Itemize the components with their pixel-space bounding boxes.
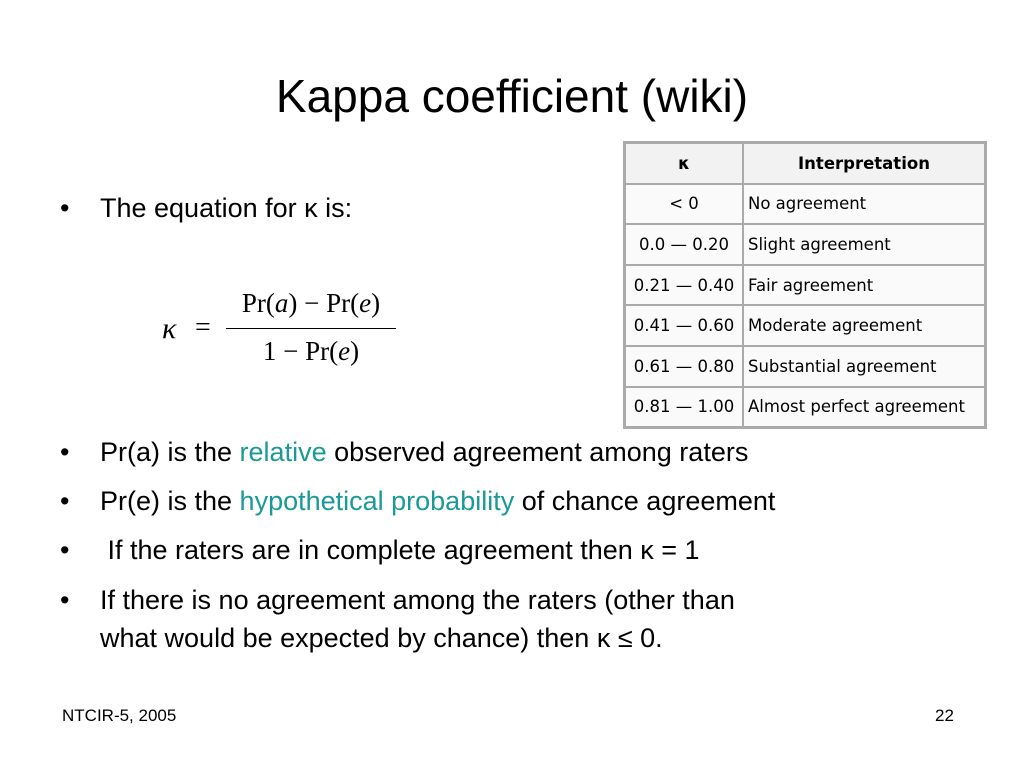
kappa-range-cell: 0.0 — 0.20: [625, 224, 743, 265]
bullet-marker: •: [60, 585, 70, 615]
footer-source: NTCIR-5, 2005: [62, 706, 177, 725]
bullet-text-line2: what would be expected by chance) then κ ≤ 0.: [100, 623, 663, 653]
equation-denominator: 1 − Pr(e): [262, 336, 360, 366]
kappa-interpretation-table: [623, 141, 987, 429]
table-row: [625, 184, 985, 225]
fraction-bar: [226, 328, 396, 329]
bullet-marker: •: [60, 535, 70, 565]
table-row: [625, 305, 985, 346]
equation-numerator: Pr(a) − Pr(e): [241, 288, 381, 318]
equation-kappa: κ: [162, 312, 177, 345]
kappa-range-cell: 0.21 — 0.40: [625, 265, 743, 306]
equation-equals: =: [195, 312, 211, 343]
header-interpretation: Interpretation: [743, 143, 985, 184]
table-row: [625, 387, 985, 428]
kappa-range-cell: 0.81 — 1.00: [625, 387, 743, 428]
interpretation-cell: Almost perfect agreement: [743, 387, 985, 428]
link-hypothetical-probability[interactable]: hypothetical probability: [239, 486, 515, 516]
kappa-range-cell: 0.41 — 0.60: [625, 305, 743, 346]
table-row: [625, 224, 985, 265]
table-row: [625, 265, 985, 306]
bullet-marker: •: [60, 437, 70, 467]
interpretation-cell: Fair agreement: [743, 265, 985, 306]
table-header-row: [625, 143, 985, 184]
kappa-range-cell: 0.61 — 0.80: [625, 346, 743, 387]
header-kappa: κ: [625, 143, 743, 184]
bullet-text: The equation for κ is:: [100, 193, 353, 223]
table-row: [625, 346, 985, 387]
bullet-text: If the raters are in complete agreement then κ = 1: [100, 535, 700, 565]
bullet-text: [100, 582, 735, 656]
bullet-marker: •: [60, 486, 70, 516]
bullet-marker: •: [60, 193, 70, 223]
interpretation-cell: Moderate agreement: [743, 305, 985, 346]
bullet-text: Pr(e) is the hypothetical probability of chance agreement: [100, 486, 776, 516]
link-relative[interactable]: relative: [239, 437, 327, 467]
slide-number: 22: [935, 706, 954, 725]
kappa-equation: [162, 288, 412, 372]
kappa-range-cell: < 0: [625, 184, 743, 225]
bullet-text-line1: If there is no agreement among the raters (other than: [100, 585, 735, 615]
bullet-text: Pr(a) is the relative observed agreement among raters: [100, 437, 749, 467]
interpretation-cell: Substantial agreement: [743, 346, 985, 387]
slide-title: Kappa coefficient (wiki): [275, 70, 749, 122]
interpretation-cell: Slight agreement: [743, 224, 985, 265]
interpretation-cell: No agreement: [743, 184, 985, 225]
